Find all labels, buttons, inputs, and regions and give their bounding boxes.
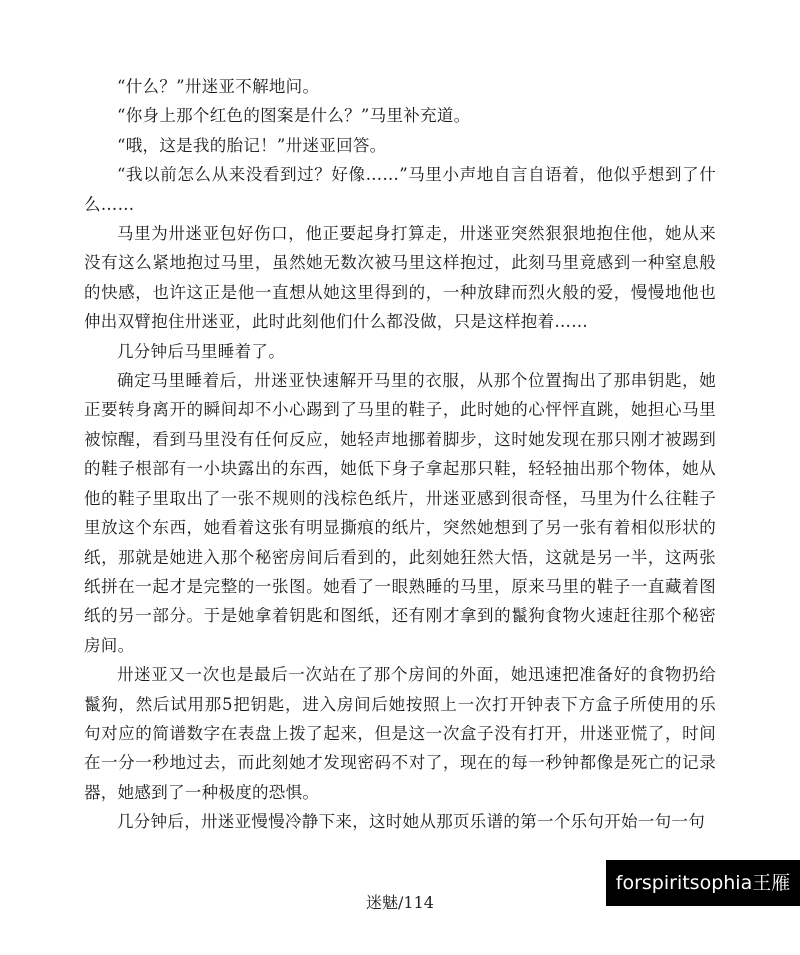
paragraph: 卅迷亚又一次也是最后一次站在了那个房间的外面，她迅速把准备好的食物扔给鬣狗，然后试用那5把钥匙，进入房间后她按照上一次打开钟表下方盒子所使用的乐句对应的简谱数字在表盘上拨了起来，但是这一次盒子没有打开，卅迷亚慌了，时间在一分一秒地过去，而此刻她才发现密码不对了，现在的每一秒钟都像是死亡的记录器，她感到了一种极度的恐惧。	[84, 665, 716, 802]
paragraph: “我以前怎么从来没看到过？好像……”马里小声地自言自语着，他似乎想到了什么……	[84, 165, 716, 214]
page-body	[84, 72, 716, 837]
paragraph: “你身上那个红色的图案是什么？”马里补充道。	[117, 106, 471, 126]
paragraph: 几分钟后马里睡着了。	[117, 341, 285, 361]
paragraph: “哦，这是我的胎记！”卅迷亚回答。	[117, 135, 387, 155]
paragraph: 几分钟后，卅迷亚慢慢冷静下来，这时她从那页乐谱的第一个乐句开始一句一句	[117, 812, 705, 832]
page-number-footer: 迷魅/114	[366, 893, 434, 912]
watermark-badge: forspiritsophia王雁	[606, 860, 800, 906]
paragraph: 确定马里睡着后，卅迷亚快速解开马里的衣服，从那个位置掏出了那串钥匙，她正要转身离开的瞬间却不小心踢到了马里的鞋子，此时她的心怦怦直跳，她担心马里被惊醒，看到马里没有任何反应，她轻声地挪着脚步，这时她发现在那只刚才被踢到的鞋子根部有一小块露出的东西，她低下身子拿起那只鞋，轻轻抽出那个物体，她从他的鞋子里取出了一张不规则的浅棕色纸片，卅迷亚感到很奇怪，马里为什么往鞋子里放这个东西，她看着这张有明显撕痕的纸片，突然她想到了另一张有着相似形状的纸，那就是她进入那个秘密房间后看到的，此刻她狂然大悟，这就是另一半，这两张纸拼在一起才是完整的一张图。她看了一眼熟睡的马里，原来马里的鞋子一直藏着图纸的另一部分。于是她拿着钥匙和图纸，还有刚才拿到的鬣狗食物火速赶往那个秘密房间。	[84, 371, 716, 655]
paragraph: “什么？”卅迷亚不解地问。	[117, 77, 320, 96]
paragraph: 马里为卅迷亚包好伤口，他正要起身打算走，卅迷亚突然狠狠地抱住他，她从来没有这么紧地抱过马里，虽然她无数次被马里这样抱过，此刻马里竟感到一种窒息般的快感，也许这正是他一直想从她这里得到的，一种放肆而烈火般的爱，慢慢地他也伸出双臂抱住卅迷亚，此时此刻他们什么都没做，只是这样抱着……	[84, 224, 716, 332]
